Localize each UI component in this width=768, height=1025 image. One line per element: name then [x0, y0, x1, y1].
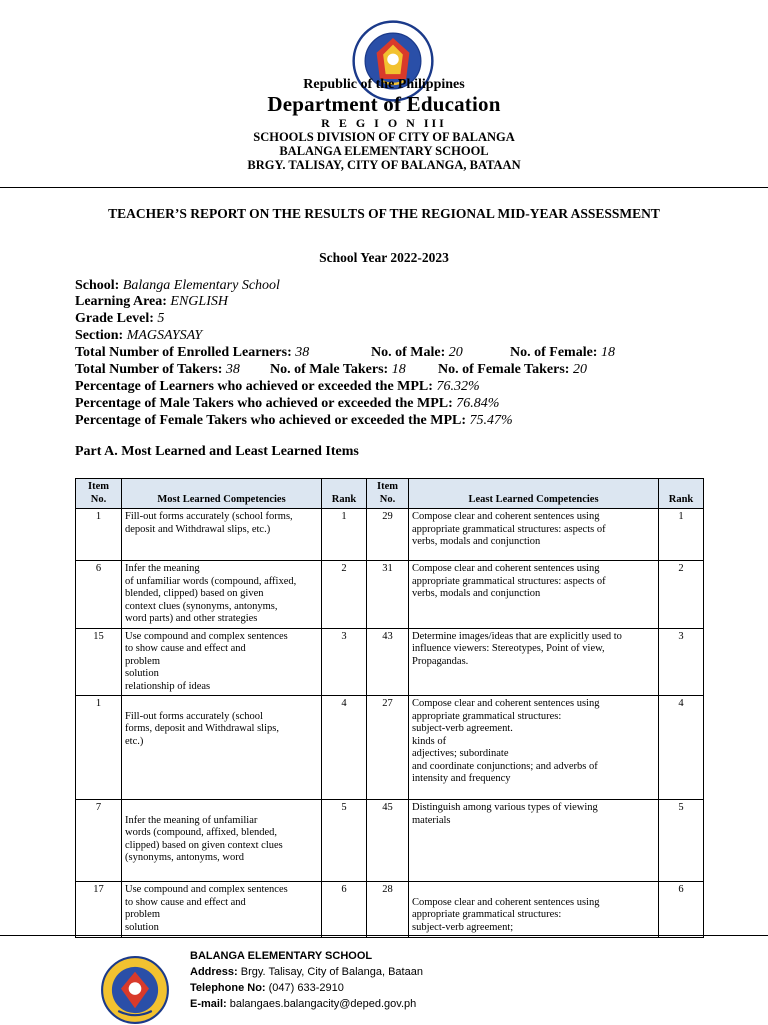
footer-school-name: BALANGA ELEMENTARY SCHOOL	[190, 950, 373, 962]
most-item-no: 7	[76, 800, 122, 882]
least-competency: Compose clear and coherent sentences using appropriate grammatical structures: aspects of verbs, modals and conjunction	[409, 561, 659, 629]
competencies-table	[75, 478, 704, 938]
info-female: No. of Female: 18	[510, 345, 615, 360]
region-heading: R E G I O N III	[321, 116, 447, 130]
department-heading: Department of Education	[267, 92, 501, 116]
footer-email: E-mail: balangaes.balangacity@deped.gov.ph	[190, 998, 417, 1010]
table-row	[76, 509, 704, 561]
least-competency: Compose clear and coherent sentences using appropriate grammatical structures: subject-verb agreement. kinds of adjectives; subordinate and coordinate conjunctions; and adverbs of intensity and frequency	[409, 696, 659, 800]
header-most-learned: Most Learned Competencies	[122, 479, 322, 509]
division-heading: SCHOOLS DIVISION OF CITY OF BALANGA	[253, 130, 515, 144]
least-rank: 4	[659, 696, 704, 800]
header-item-no: Item No.	[367, 479, 409, 509]
table-row	[76, 628, 704, 696]
least-rank: 3	[659, 628, 704, 696]
least-item-no: 45	[367, 800, 409, 882]
least-item-no: 31	[367, 561, 409, 629]
most-rank: 3	[322, 628, 367, 696]
info-takers: Total Number of Takers: 38	[75, 362, 240, 377]
least-rank: 6	[659, 882, 704, 938]
footer-divider	[0, 935, 768, 936]
school-year: School Year 2022-2023	[319, 250, 449, 265]
most-item-no: 17	[76, 882, 122, 938]
least-item-no: 43	[367, 628, 409, 696]
part-a-title: Part A. Most Learned and Least Learned Items	[75, 444, 359, 459]
least-rank: 2	[659, 561, 704, 629]
most-rank: 5	[322, 800, 367, 882]
least-competency: Distinguish among various types of viewing materials	[409, 800, 659, 882]
table-row	[76, 561, 704, 629]
info-female-takers: No. of Female Takers: 20	[438, 362, 587, 377]
least-rank: 5	[659, 800, 704, 882]
least-item-no: 28	[367, 882, 409, 938]
most-item-no: 1	[76, 509, 122, 561]
most-rank: 6	[322, 882, 367, 938]
most-rank: 1	[322, 509, 367, 561]
info-section: Section: MAGSAYSAY	[75, 328, 203, 343]
header-rank: Rank	[659, 479, 704, 509]
least-item-no: 29	[367, 509, 409, 561]
report-title: TEACHER’S REPORT ON THE RESULTS OF THE REGIONAL MID-YEAR ASSESSMENT	[108, 206, 660, 221]
most-competency: Fill-out forms accurately (school forms, deposit and Withdrawal slips, etc.)	[122, 509, 322, 561]
table-row	[76, 800, 704, 882]
table-row	[76, 882, 704, 938]
school-seal-logo	[100, 955, 170, 1025]
info-grade-level: Grade Level: 5	[75, 311, 165, 326]
info-male: No. of Male: 20	[371, 345, 463, 360]
most-item-no: 1	[76, 696, 122, 800]
republic-heading: Republic of the Philippines	[303, 77, 465, 92]
info-male-takers: No. of Male Takers: 18	[270, 362, 406, 377]
most-competency: Use compound and complex sentences to show cause and effect and problem solution	[122, 882, 322, 938]
header-item-no: Item No.	[76, 479, 122, 509]
most-item-no: 6	[76, 561, 122, 629]
table-header-row	[76, 479, 704, 509]
least-item-no: 27	[367, 696, 409, 800]
least-competency: Compose clear and coherent sentences using appropriate grammatical structures: subject-verb agreement;	[409, 882, 659, 938]
most-competency: Use compound and complex sentences to show cause and effect and problem solution relationship of ideas	[122, 628, 322, 696]
address-heading: BRGY. TALISAY, CITY OF BALANGA, BATAAN	[247, 158, 521, 172]
most-item-no: 15	[76, 628, 122, 696]
most-competency: Infer the meaning of unfamiliar words (compound, affixed, blended, clipped) based on given context clues (synonyms, antonyms, word	[122, 800, 322, 882]
header-rank: Rank	[322, 479, 367, 509]
info-school: School: Balanga Elementary School	[75, 278, 280, 293]
most-rank: 4	[322, 696, 367, 800]
info-enrolled: Total Number of Enrolled Learners: 38	[75, 345, 310, 360]
most-competency: Fill-out forms accurately (school forms, deposit and Withdrawal slips, etc.)	[122, 696, 322, 800]
header-divider	[0, 187, 768, 188]
info-learning-area: Learning Area: ENGLISH	[75, 294, 228, 309]
footer-telephone: Telephone No: (047) 633-2910	[190, 982, 344, 994]
info-pct-male: Percentage of Male Takers who achieved or exceeded the MPL: 76.84%	[75, 396, 500, 411]
least-rank: 1	[659, 509, 704, 561]
least-competency: Determine images/ideas that are explicitly used to influence viewers: Stereotypes, Point of view, Propagandas.	[409, 628, 659, 696]
school-heading: BALANGA ELEMENTARY SCHOOL	[279, 144, 489, 158]
info-pct-all: Percentage of Learners who achieved or exceeded the MPL: 76.32%	[75, 379, 480, 394]
table-row	[76, 696, 704, 800]
footer-address: Address: Brgy. Talisay, City of Balanga, Bataan	[190, 966, 423, 978]
least-competency: Compose clear and coherent sentences using appropriate grammatical structures: aspects of verbs, modals and conjunction	[409, 509, 659, 561]
most-rank: 2	[322, 561, 367, 629]
info-pct-female: Percentage of Female Takers who achieved or exceeded the MPL: 75.47%	[75, 413, 513, 428]
most-competency: Infer the meaning of unfamiliar words (compound, affixed, blended, clipped) based on given context clues (synonyms, antonyms, word parts) and other strategies	[122, 561, 322, 629]
header-least-learned: Least Learned Competencies	[409, 479, 659, 509]
